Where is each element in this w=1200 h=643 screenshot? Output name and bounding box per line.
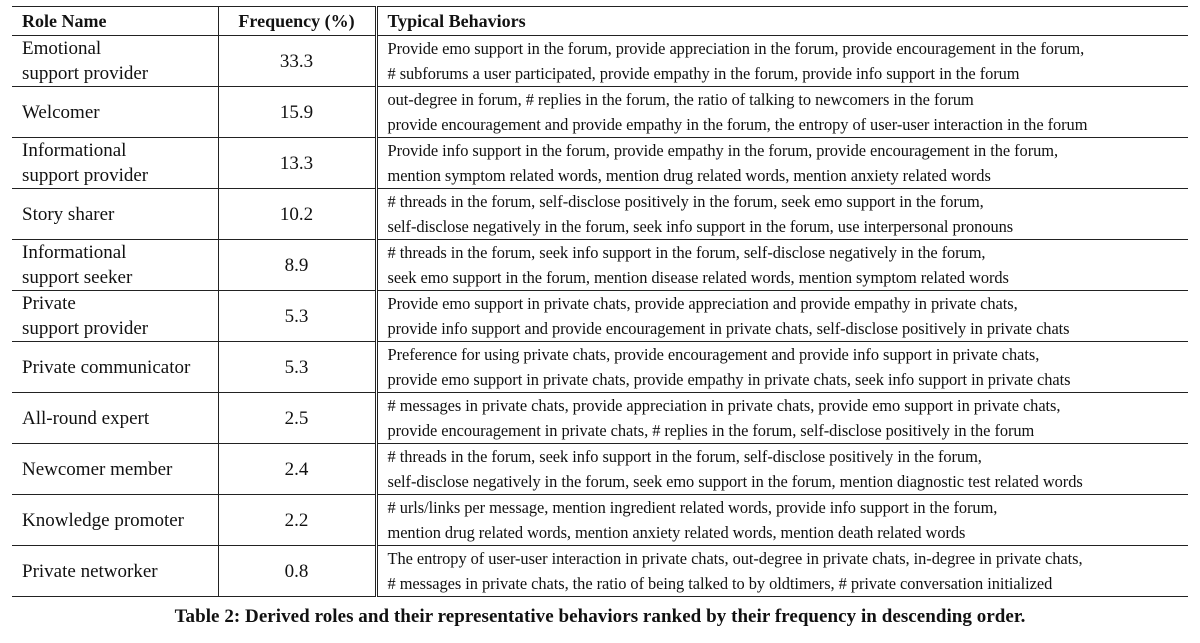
role-name-cell [12, 291, 218, 342]
frequency-cell: 5.3 [218, 291, 376, 342]
role-name-line: support seeker [22, 267, 133, 288]
behavior-line: Provide info support in the forum, provide empathy in the forum, provide encouragement in the forum, [387, 141, 1058, 160]
role-name-cell [12, 36, 218, 87]
frequency-cell: 5.3 [218, 342, 376, 393]
behavior-line: mention drug related words, mention anxiety related words, mention death related words [387, 523, 966, 542]
role-name-cell [12, 342, 218, 393]
table-row [12, 138, 1188, 189]
behaviors-cell [376, 444, 1188, 495]
behaviors-cell [376, 189, 1188, 240]
frequency-cell: 8.9 [218, 240, 376, 291]
behavior-line: mention symptom related words, mention drug related words, mention anxiety related words [387, 166, 991, 185]
role-name-line: Newcomer member [22, 458, 173, 480]
role-name-line: Private networker [22, 560, 158, 582]
behaviors-cell [376, 87, 1188, 138]
role-name-cell [12, 444, 218, 495]
behaviors-cell [376, 240, 1188, 291]
header-role-name: Role Name [12, 7, 218, 36]
behaviors-cell [376, 342, 1188, 393]
behavior-line: # messages in private chats, provide appreciation in private chats, provide emo support in private chats, [387, 396, 1061, 415]
table-body [12, 36, 1188, 597]
behavior-line: provide emo support in private chats, provide empathy in private chats, seek info support in private chats [387, 370, 1071, 389]
table-row [12, 444, 1188, 495]
table-row [12, 393, 1188, 444]
behavior-line: The entropy of user-user interaction in private chats, out-degree in private chats, in-degree in private chats, [387, 549, 1083, 568]
role-name-line: Story sharer [22, 203, 115, 225]
frequency-cell: 2.4 [218, 444, 376, 495]
behaviors-cell [376, 36, 1188, 87]
role-name-cell [12, 240, 218, 291]
behavior-line: seek emo support in the forum, mention disease related words, mention symptom related words [387, 268, 1009, 287]
role-name-line: Informational [22, 242, 127, 263]
behavior-line: # threads in the forum, seek info support in the forum, self-disclose positively in the forum, [387, 447, 982, 466]
role-name-line: Welcomer [22, 101, 100, 123]
frequency-cell: 15.9 [218, 87, 376, 138]
behavior-line: Provide emo support in the forum, provide appreciation in the forum, provide encouragement in the forum, [387, 39, 1085, 58]
frequency-cell: 13.3 [218, 138, 376, 189]
table-row [12, 546, 1188, 597]
table-row [12, 36, 1188, 87]
role-name-cell [12, 393, 218, 444]
behavior-line: # threads in the forum, seek info support in the forum, self-disclose negatively in the forum, [387, 243, 986, 262]
behaviors-cell [376, 546, 1188, 597]
table-row [12, 291, 1188, 342]
behavior-line: # messages in private chats, the ratio of being talked to by oldtimers, # private conversation initialized [387, 574, 1053, 593]
header-frequency: Frequency (%) [218, 7, 376, 36]
behaviors-cell [376, 393, 1188, 444]
role-name-line: Private communicator [22, 356, 191, 378]
behaviors-cell [376, 138, 1188, 189]
behavior-line: Preference for using private chats, provide encouragement and provide info support in private chats, [387, 345, 1040, 364]
role-name-cell [12, 546, 218, 597]
role-name-line: All-round expert [22, 407, 150, 429]
table-header-row [12, 7, 1188, 36]
role-name-cell [12, 189, 218, 240]
role-name-line: Private [22, 293, 76, 314]
table-row [12, 240, 1188, 291]
table-row [12, 495, 1188, 546]
behavior-line: self-disclose negatively in the forum, seek emo support in the forum, mention diagnostic test related words [387, 472, 1083, 491]
role-name-line: Emotional [22, 38, 102, 59]
behavior-line: # subforums a user participated, provide empathy in the forum, provide info support in the forum [387, 64, 1020, 83]
behavior-line: provide encouragement and provide empathy in the forum, the entropy of user-user interaction in the forum [387, 115, 1088, 134]
role-name-cell [12, 138, 218, 189]
header-typical-behaviors: Typical Behaviors [376, 7, 1188, 36]
table-caption: Table 2: Derived roles and their representative behaviors ranked by their frequency in descending order. [174, 606, 1026, 627]
frequency-cell: 2.5 [218, 393, 376, 444]
behavior-line: self-disclose negatively in the forum, seek info support in the forum, use interpersonal pronouns [387, 217, 1014, 236]
behavior-line: provide encouragement in private chats, # replies in the forum, self-disclose positively in the forum [387, 421, 1035, 440]
role-name-line: support provider [22, 63, 149, 84]
role-name-cell [12, 87, 218, 138]
table-row [12, 189, 1188, 240]
behaviors-cell [376, 495, 1188, 546]
frequency-cell: 0.8 [218, 546, 376, 597]
role-name-line: support provider [22, 165, 149, 186]
role-name-cell [12, 495, 218, 546]
behavior-line: out-degree in forum, # replies in the forum, the ratio of talking to newcomers in the forum [387, 90, 974, 109]
table-row [12, 87, 1188, 138]
role-name-line: Informational [22, 140, 127, 161]
role-name-line: support provider [22, 318, 149, 339]
behavior-line: Provide emo support in private chats, provide appreciation and provide empathy in private chats, [387, 294, 1018, 313]
behavior-line: # urls/links per message, mention ingredient related words, provide info support in the forum, [387, 498, 998, 517]
frequency-cell: 33.3 [218, 36, 376, 87]
table-row [12, 342, 1188, 393]
behavior-line: provide info support and provide encouragement in private chats, self-disclose positively in private chats [387, 319, 1070, 338]
roles-table [12, 6, 1188, 597]
frequency-cell: 10.2 [218, 189, 376, 240]
behavior-line: # threads in the forum, self-disclose positively in the forum, seek emo support in the forum, [387, 192, 984, 211]
behaviors-cell [376, 291, 1188, 342]
frequency-cell: 2.2 [218, 495, 376, 546]
role-name-line: Knowledge promoter [22, 509, 184, 531]
